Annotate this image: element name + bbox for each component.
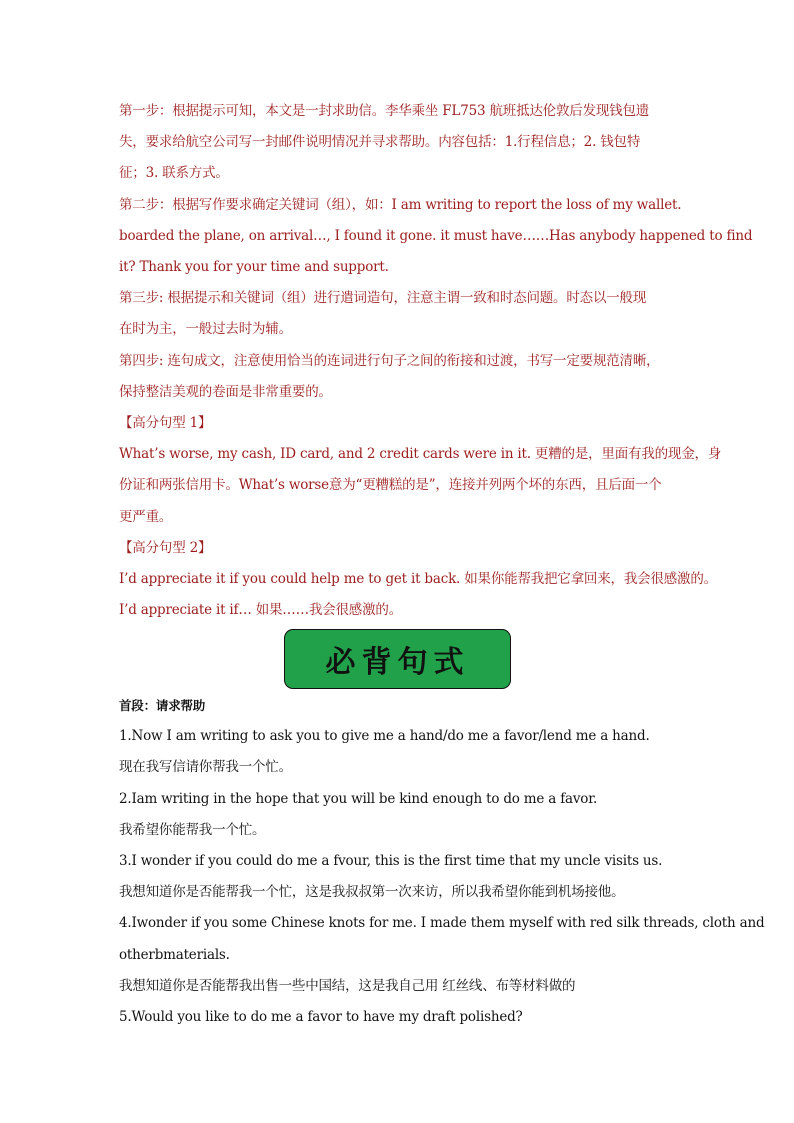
phrase-line: 我想知道你是否能帮我一个忙，这是我叔叔第一次来访，所以我希望你能到机场接他。 bbox=[119, 884, 625, 901]
step4-line: 第四步: 连句成文，注意使用恰当的连词进行句子之间的衔接和过渡，书写一定要规范清晰， bbox=[119, 352, 660, 369]
phrase-line: 2.Iam writing in the hope that you will be kind enough to do me a favor. bbox=[119, 790, 598, 807]
step2-line: boarded the plane, on arrival…, I found it gone. it must have……Has anybody happened to find bbox=[119, 227, 753, 244]
pattern1-line: 份证和两张信用卡。What’s worse意为“更糟糕的是”，连接并列两个坏的东西，且后面一个 bbox=[119, 477, 662, 494]
guidance-text bbox=[119, 96, 753, 626]
phrase-line: otherbmaterials. bbox=[119, 946, 230, 963]
phrase-line: 我想知道你是否能帮我出售一些中国结，这是我自己用 红丝线、布等材料做的 bbox=[119, 977, 576, 994]
pattern1-title: 【高分句型 1】 bbox=[119, 415, 212, 432]
step1-line: 第一步：根据提示可知，本文是一封求助信。李华乘坐 FL753 航班抵达伦敦后发现钱包遗 bbox=[119, 103, 650, 119]
section-banner: 必背句式 bbox=[284, 629, 511, 689]
phrase-line: 我希望你能帮我一个忙。 bbox=[119, 821, 266, 838]
phrase-list bbox=[119, 690, 765, 1033]
pattern2-title: 【高分句型 2】 bbox=[119, 539, 212, 556]
step2-line: 第二步：根据写作要求确定关键词（组），如：I am writing to report the loss of my wallet. bbox=[119, 196, 682, 213]
step4-line: 保持整洁美观的卷面是非常重要的。 bbox=[119, 383, 332, 400]
phrase-line: 1.Now I am writing to ask you to give me a hand/do me a favor/lend me a hand. bbox=[119, 728, 650, 745]
step1-line: 征；3. 联系方式。 bbox=[119, 165, 229, 182]
pattern1-line: What’s worse, my cash, ID card, and 2 credit cards were in it. 更糟的是，里面有我的现金，身 bbox=[119, 446, 722, 463]
step2-line: it? Thank you for your time and support. bbox=[119, 259, 389, 276]
pattern2-line: I’d appreciate it if you could help me to get it back. 如果你能帮我把它拿回来，我会很感激的。 bbox=[119, 571, 717, 588]
pattern2-line: I’d appreciate it if… 如果……我会很感激的。 bbox=[119, 602, 403, 619]
phrase-line: 4.Iwonder if you some Chinese knots for me. I made them myself with red silk threads, cloth and bbox=[119, 915, 765, 932]
step1-line: 失，要求给航空公司写一封邮件说明情况并寻求帮助。内容包括：1.行程信息；2. 钱包特 bbox=[119, 134, 641, 151]
step3-line: 在时为主，一般过去时为辅。 bbox=[119, 321, 292, 338]
phrase-line: 现在我写信请你帮我一个忙。 bbox=[119, 759, 292, 776]
phrase-line: 5.Would you like to do me a favor to have my draft polished? bbox=[119, 1009, 523, 1026]
step3-line: 第三步: 根据提示和关键词（组）进行遣词造句，注意主谓一致和时态问题。时态以一般现 bbox=[119, 290, 647, 307]
pattern1-line: 更严重。 bbox=[119, 508, 173, 525]
section-heading: 首段：请求帮助 bbox=[119, 698, 206, 713]
phrase-line: 3.I wonder if you could do me a fvour, this is the first time that my uncle visits us. bbox=[119, 853, 663, 870]
